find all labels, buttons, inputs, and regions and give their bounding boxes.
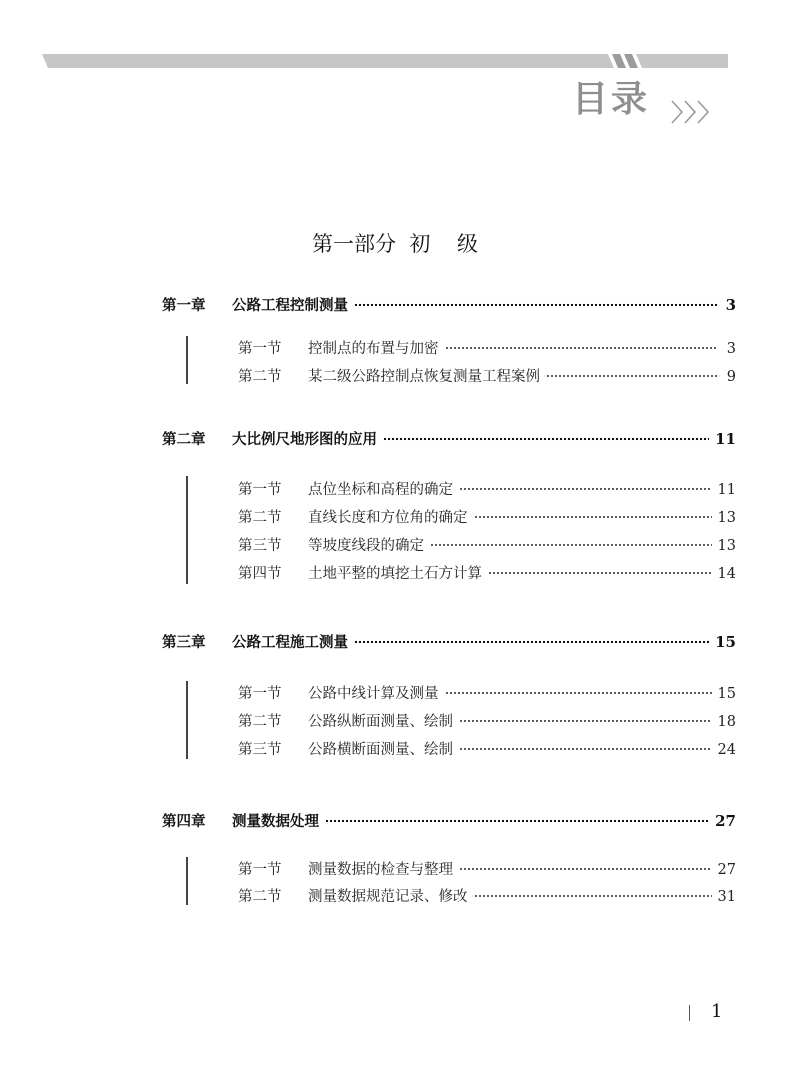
section-page: 27	[717, 862, 736, 878]
dot-leader	[488, 571, 712, 575]
section-bracket	[186, 476, 188, 584]
section-page: 3	[726, 341, 736, 357]
section-label: 第一节	[238, 341, 282, 357]
section-title: 直线长度和方位角的确定	[308, 510, 468, 526]
section-title: 土地平整的填挖土石方计算	[308, 566, 482, 582]
section-label: 第二节	[238, 510, 282, 526]
dot-leader	[546, 374, 718, 378]
chapter-page: 27	[715, 812, 736, 830]
header-band	[0, 54, 790, 68]
chapter-page: 3	[725, 296, 736, 314]
toc-chapter-1[interactable]	[162, 294, 736, 315]
chapter-page: 11	[715, 430, 736, 448]
section-label: 第二节	[238, 369, 282, 385]
chapter-label: 第三章	[162, 634, 206, 651]
section-page: 13	[717, 538, 736, 554]
section-title: 公路横断面测量、绘制	[308, 742, 453, 758]
toc-section[interactable]	[238, 337, 736, 358]
dot-leader	[474, 894, 712, 898]
section-page: 11	[717, 482, 736, 498]
dot-leader	[430, 543, 712, 547]
section-title: 公路中线计算及测量	[308, 686, 439, 702]
section-label: 第三节	[238, 538, 282, 554]
toc-section[interactable]	[238, 506, 736, 527]
section-title: 点位坐标和高程的确定	[308, 482, 453, 498]
toc-section[interactable]	[238, 858, 736, 879]
dot-leader	[325, 819, 709, 823]
chapter-title: 公路工程控制测量	[232, 297, 348, 314]
section-title: 测量数据规范记录、修改	[308, 889, 468, 905]
section-title: 控制点的布置与加密	[308, 341, 439, 357]
toc-section[interactable]	[238, 682, 736, 703]
chapter-title: 公路工程施工测量	[232, 634, 348, 651]
part-title: 第一部分 初 级	[311, 232, 479, 256]
dot-leader	[354, 640, 709, 644]
chapter-title: 大比例尺地形图的应用	[232, 431, 377, 448]
chapter-title: 测量数据处理	[232, 813, 319, 830]
toc-chapter-2[interactable]	[162, 428, 736, 449]
footer-divider	[689, 1005, 690, 1021]
section-title: 某二级公路控制点恢复测量工程案例	[308, 369, 540, 385]
section-label: 第三节	[238, 742, 282, 758]
toc-section[interactable]	[238, 710, 736, 731]
section-bracket	[186, 681, 188, 759]
chevrons-right-icon	[670, 99, 714, 125]
page-number: 1	[711, 1001, 723, 1022]
section-page: 14	[717, 566, 736, 582]
dot-leader	[459, 487, 712, 491]
section-page: 13	[717, 510, 736, 526]
section-label: 第一节	[238, 686, 282, 702]
dot-leader	[459, 867, 712, 871]
section-page: 31	[717, 889, 736, 905]
dot-leader	[383, 437, 709, 441]
toc-section[interactable]	[238, 562, 736, 583]
section-title: 公路纵断面测量、绘制	[308, 714, 453, 730]
section-label: 第一节	[238, 862, 282, 878]
section-label: 第四节	[238, 566, 282, 582]
dot-leader	[445, 691, 712, 695]
section-title: 测量数据的检查与整理	[308, 862, 453, 878]
toc-chapter-3[interactable]	[162, 631, 736, 652]
section-label: 第二节	[238, 889, 282, 905]
chapter-label: 第四章	[162, 813, 206, 830]
toc-heading: 目录	[572, 79, 651, 120]
toc-chapter-4[interactable]	[162, 810, 736, 831]
dot-leader	[445, 346, 719, 350]
dot-leader	[459, 719, 712, 723]
toc-section[interactable]	[238, 478, 736, 499]
section-label: 第二节	[238, 714, 282, 730]
toc-section[interactable]	[238, 738, 736, 759]
dot-leader	[474, 515, 712, 519]
chapter-label: 第二章	[162, 431, 206, 448]
section-page: 15	[717, 686, 736, 702]
dot-leader	[354, 303, 718, 307]
section-bracket	[186, 857, 188, 905]
section-page: 24	[717, 742, 736, 758]
section-label: 第一节	[238, 482, 282, 498]
section-title: 等坡度线段的确定	[308, 538, 424, 554]
toc-section[interactable]	[238, 365, 736, 386]
toc-section[interactable]	[238, 534, 736, 555]
chapter-label: 第一章	[162, 297, 206, 314]
section-bracket	[186, 336, 188, 384]
dot-leader	[459, 747, 712, 751]
chapter-page: 15	[715, 633, 736, 651]
section-page: 18	[717, 714, 736, 730]
section-page: 9	[726, 369, 736, 385]
toc-section[interactable]	[238, 885, 736, 906]
